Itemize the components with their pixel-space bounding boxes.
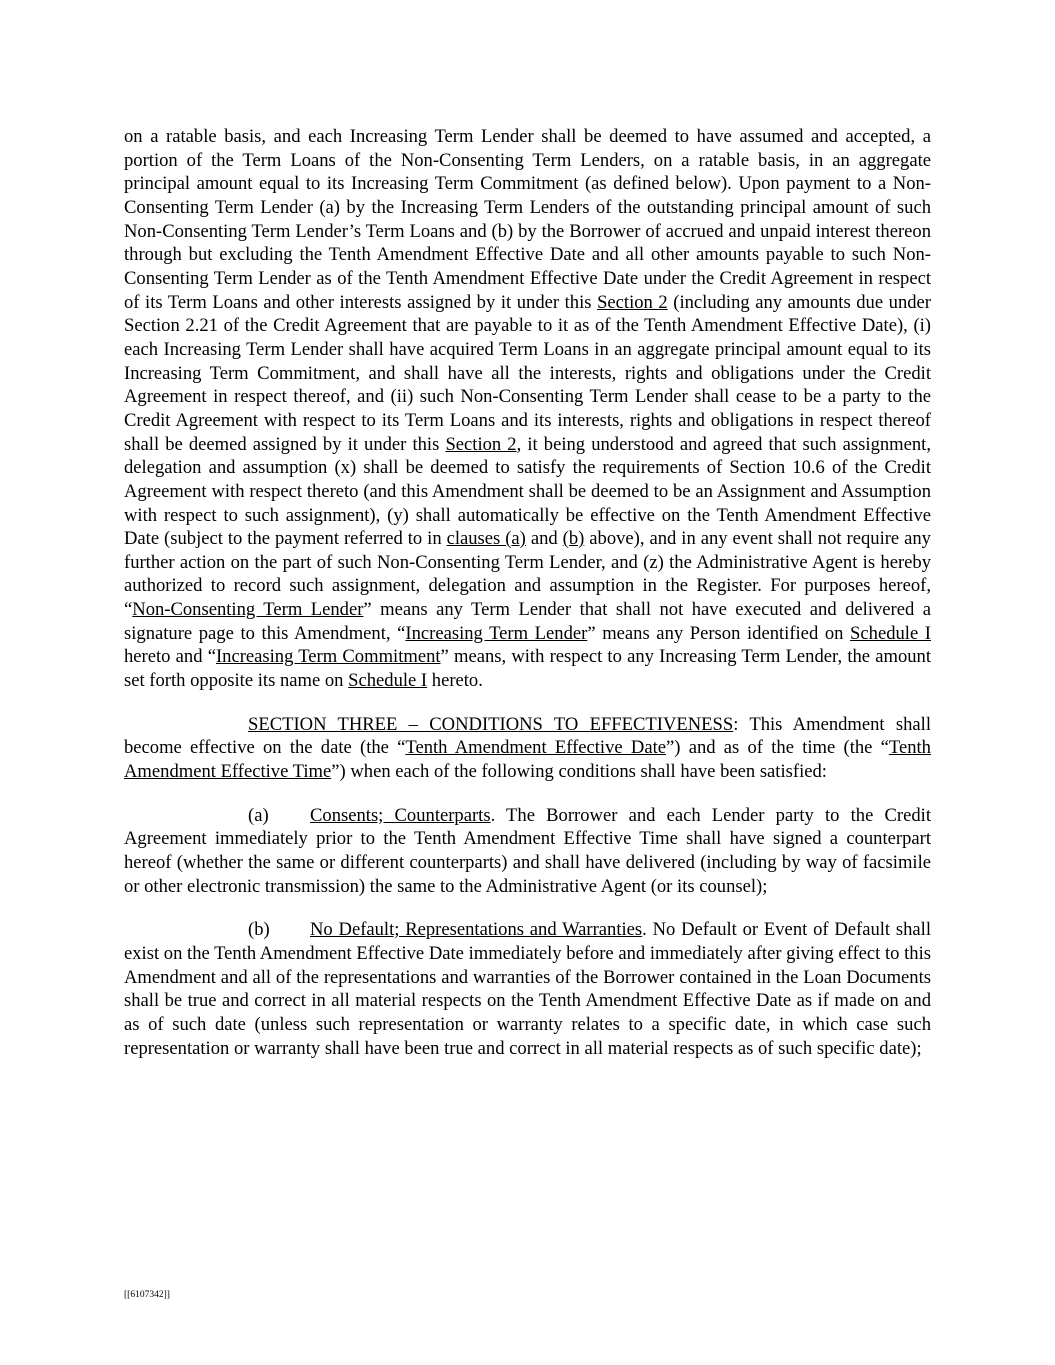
defined-term-increasing-term-commitment: Increasing Term Commitment — [215, 646, 441, 668]
schedule-i-reference: Schedule I — [348, 670, 428, 692]
paragraph-assignment — [124, 125, 931, 693]
text-run: ” means, with respect to any Increasing Term Lender, the amount set forth opposite its name on — [124, 646, 932, 692]
text-run: : This Amendment shall become effective on the date (the “ — [124, 713, 932, 759]
section-2-reference: Section 2 — [445, 433, 517, 455]
defined-term-non-consenting-term-lender: Non-Consenting Term Lender — [132, 599, 364, 621]
condition-item-b — [124, 918, 931, 1060]
item-text: . The Borrower and each Lender party to the Credit Agreement immediately prior to the Tenth Amendment Effective Time shall have signed a counterpart hereof (whether the same or different counterparts) and shall have delivered (including by way of facsimile or other electronic transmission) the same to the Administrative Agent (or its counsel); — [124, 804, 932, 897]
text-run: above), and in any event shall not require any further action on the part of such Non-Consenting Term Lender, and (z) the Administrative Agent is hereby authorized to record such assignment, delegation and assumption in the Register. For purposes hereof, “ — [124, 528, 931, 621]
text-run: and — [525, 528, 563, 550]
paragraph-section-three — [124, 713, 931, 784]
item-text: . No Default or Event of Default shall exist on the Tenth Amendment Effective Date immediately before and immediately after giving effect to this Amendment and all of the representations and warranties of the Borrower contained in the Loan Documents shall be true and correct in all material respects on the Tenth Amendment Effective Date as if made on and as of such date (unless such representation or warranty relates to a specific date, in which case such representation or warranty shall have been true and correct in all material respects as of such specific date); — [124, 919, 932, 1059]
text-run: ”) and as of the time (the “ — [666, 737, 889, 759]
text-run: hereto. — [427, 670, 483, 692]
document-id-footer: [[6107342]] — [124, 1290, 170, 1300]
clause-a-reference: clauses (a) — [446, 528, 526, 550]
defined-term-increasing-term-lender: Increasing Term Lender — [405, 622, 588, 644]
text-run: ” means any Person identified on — [587, 622, 851, 644]
condition-item-a — [124, 804, 931, 899]
text-run: ”) when each of the following conditions shall have been satisfied: — [331, 761, 827, 783]
clause-b-reference: (b) — [562, 528, 585, 550]
defined-term-effective-date: Tenth Amendment Effective Date — [405, 737, 666, 759]
item-label: (a) — [248, 804, 269, 826]
text-run: (including any amounts due under Section 2.21 of the Credit Agreement that are payable to it as of the Tenth Amendment Effective Date), (i) each Increasing Term Lender shall have acquired Term Loans in an aggregate principal amount equal to its Increasing Term Commitment, and shall have all the interests, rights and obligations under the Credit Agreement in respect thereof, and (ii) such Non-Consenting Term Lender shall cease to be a party to the Credit Agreement with respect to its Term Loans and its interests, rights and obligations in respect thereof shall be deemed assigned by it under this — [124, 291, 931, 455]
item-label: (b) — [248, 919, 270, 941]
item-title: No Default; Representations and Warranties — [310, 919, 643, 941]
text-run: hereto and “ — [124, 646, 216, 668]
text-run: , it being understood and agreed that such assignment, delegation and assumption (x) shall be deemed to satisfy the requirements of Section 10.6 of the Credit Agreement with respect thereto (and this Amendment shall be deemed to be an Assignment and Assumption with respect to such assignment), (y) shall automatically be effective on the Tenth Amendment Effective Date (subject to the payment referred to in — [124, 433, 931, 550]
defined-term-effective-time: Tenth Amendment Effective Time — [124, 737, 931, 783]
text-run: on a ratable basis, and each Increasing Term Lender shall be deemed to have assumed and accepted, a portion of the Term Loans of the Non-Consenting Term Lenders, on a ratable basis, in an aggregate principal amount equal to its Increasing Term Commitment (as defined below). Upon payment to a Non-Consenting Term Lender (a) by the Increasing Term Lenders of the outstanding principal amount of such Non-Consenting Term Lender’s Term Loans and (b) by the Borrower of accrued and unpaid interest thereon through but excluding the Tenth Amendment Effective Date and all other amounts payable to such Non-Consenting Term Lender as of the Tenth Amendment Effective Date under the Credit Agreement in respect of its Term Loans and other interests assigned by it under this — [124, 126, 931, 313]
item-title: Consents; Counterparts — [310, 804, 491, 826]
document-body — [124, 125, 931, 1060]
text-run: ” means any Term Lender that shall not have executed and delivered a signature page to this Amendment, “ — [124, 599, 931, 644]
schedule-i-reference: Schedule I — [850, 622, 932, 644]
section-three-heading: SECTION THREE – CONDITIONS TO EFFECTIVENESS — [248, 713, 734, 735]
section-2-reference: Section 2 — [597, 291, 668, 313]
